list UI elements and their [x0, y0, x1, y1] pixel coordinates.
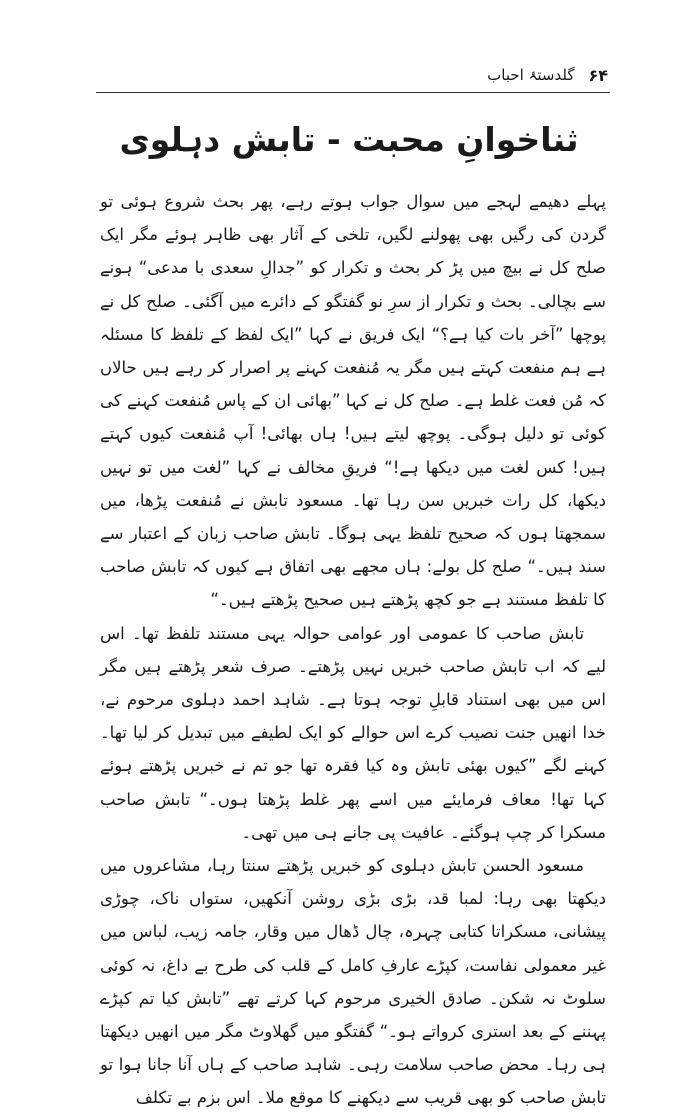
book-title: گلدستۂ احباب [487, 66, 575, 84]
paragraph: مسعود الحسن تابش دہلوی کو خبریں پڑھتے سنتا رہا، مشاعروں میں دیکھتا بھی رہا: لمبا قد، بڑی بڑی روشن آنکھیں، ستواں ناک، چوڑی پیشانی، مسکراتا کتابی چہرہ، چال ڈھال میں وقار، جامہ زیب، لباس میں غیر معمولی نفاست، کپڑے عارفِ کامل کے قلب کی طرح بے داغ، نہ کوئی سلوٹ نہ شکن۔ صادق الخیری مرحوم کہا کرتے تھے ”تابش کیا تم کپڑے پہننے کے بعد استری کرواتے ہو۔“ گفتگو میں گھلاوٹ مگر میں انھیں دیکھتا ہی رہا۔ محض صاحب سلامت رہی۔ شاہد صاحب کے ہاں آنا جانا ہوا تو تابش صاحب کو بھی قریب سے دیکھنے کا موقع ملا۔ اس بزم بے تکلف [100, 856, 606, 1108]
running-head [440, 62, 608, 88]
paragraph: تابش صاحب کا عمومی اور عوامی حوالہ یہی مستند تلفظ تھا۔ اس لیے کہ اب تابش صاحب خبریں نہیں پڑھتے۔ صرف شعر پڑھتے ہیں مگر اس میں بھی استناد قابلِ توجہ ہوتا ہے۔ شاہد احمد دہلوی مرحوم نے، خدا انھیں جنت نصیب کرے اس حوالے کو ایک لطیفے میں تبدیل کر لیا تھا۔ کہنے لگے ”کیوں بھئی تابش وہ کیا فقرہ تھا جو تم نے خبریں پڑھتے ہوئے کہا تھا! معاف فرمایئے میں اسے پھر غلط پڑھتا ہوں۔“ تابش صاحب مسکرا کر چپ ہوگئے۔ عافیت پی جانے ہی میں تھی۔ [100, 623, 606, 842]
page-number: ۶۴ [588, 65, 608, 85]
body-text [100, 185, 606, 1115]
paragraph: پہلے دھیمے لہجے میں سوال جواب ہوتے رہے، پھر بحث شروع ہوئی تو گردن کی رگیں بھی پھولنے لگیں، تلخی کے آثار بھی ظاہر ہوئے مگر ایک صلح کل نے بیچ میں پڑ کر بحث و تکرار کو ”جدالِ سعدی با مدعی“ ہونے سے بچالی۔ بحث و تکرار از سرِ نو گفتگو کے دائرے میں آگئی۔ صلح کل نے پوچھا ”آخر بات کیا ہے؟“ ایک فریق نے کہا ”ایک لفظ کے تلفظ کا مسئلہ ہے ہم منفعت کہتے ہیں مگر یہ مُنفعت کہنے پر اصرار کر رہے ہیں حالاں کہ مُن فعت غلط ہے۔ صلح کل نے کہا ”بھائی ان کے پاس مُنفعت کہنے کی کوئی تو دلیل ہوگی۔ پوچھ لیتے ہیں! ہاں بھائی! آپ مُنفعت کیوں کہتے ہیں! کس لغت میں دیکھا ہے!“ فریقِ مخالف نے کہا ”لغت میں تو نہیں دیکھا، کل رات خبریں سن رہا تھا۔ مسعود تابش نے مُنفعت پڑھا، میں سمجھتا ہوں کہ صحیح تلفظ یہی ہوگا۔ تابش صاحب زبان کے اعتبار سے سند ہیں۔“ صلح کل بولے: ہاں مجھے بھی اتفاق ہے کیوں کہ تابش صاحب کا تلفظ مستند ہے جو کچھ پڑھتے ہیں صحیح پڑھتے ہیں۔“ [100, 192, 606, 610]
header-rule [96, 92, 610, 93]
chapter-title: ثناخوانِ محبت - تابش دہلوی [119, 120, 579, 159]
